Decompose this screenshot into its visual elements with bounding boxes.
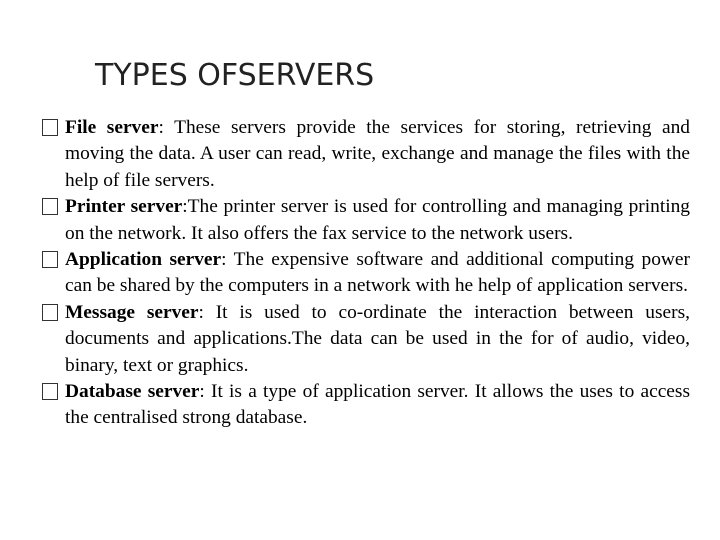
square-bullet-icon: [42, 119, 58, 136]
slide-title: TYPES OFSERVERS: [95, 58, 375, 93]
bullet-text: :The printer server is used for controlling and managing printing on the network. It also offers the fax service to the network users.: [65, 196, 690, 244]
bullet-text: : These servers provide the services for storing, retrieving and moving the data. A user can read, write, exchange and manage the files with the help of file servers.: [65, 117, 690, 191]
square-bullet-icon: [42, 383, 58, 400]
bullet-text: : It is a type of application server. It allows the uses to access the centralised strong database.: [65, 381, 690, 429]
bullet-application-server: [42, 247, 690, 300]
bullet-term: File server: [65, 117, 159, 138]
square-bullet-icon: [42, 304, 58, 321]
bullet-term: Application server: [65, 249, 222, 271]
bullet-term: Printer server: [65, 196, 183, 218]
bullet-file-server: [42, 115, 690, 194]
bullet-message-server: [42, 300, 690, 379]
square-bullet-icon: [42, 251, 58, 268]
bullet-printer-server: [42, 194, 690, 247]
bullet-text: : The expensive software and additional computing power can be shared by the computers in a network with he help of application servers.: [65, 249, 690, 297]
bullet-term: Database server: [65, 381, 200, 403]
bullet-database-server: [42, 379, 690, 432]
bullet-list: [42, 115, 690, 432]
square-bullet-icon: [42, 198, 58, 215]
bullet-text: : It is used to co-ordinate the interaction between users, documents and applications.The data can be used in the for of audio, video, binary, text or graphics.: [65, 301, 690, 376]
bullet-term: Message server: [65, 301, 199, 323]
